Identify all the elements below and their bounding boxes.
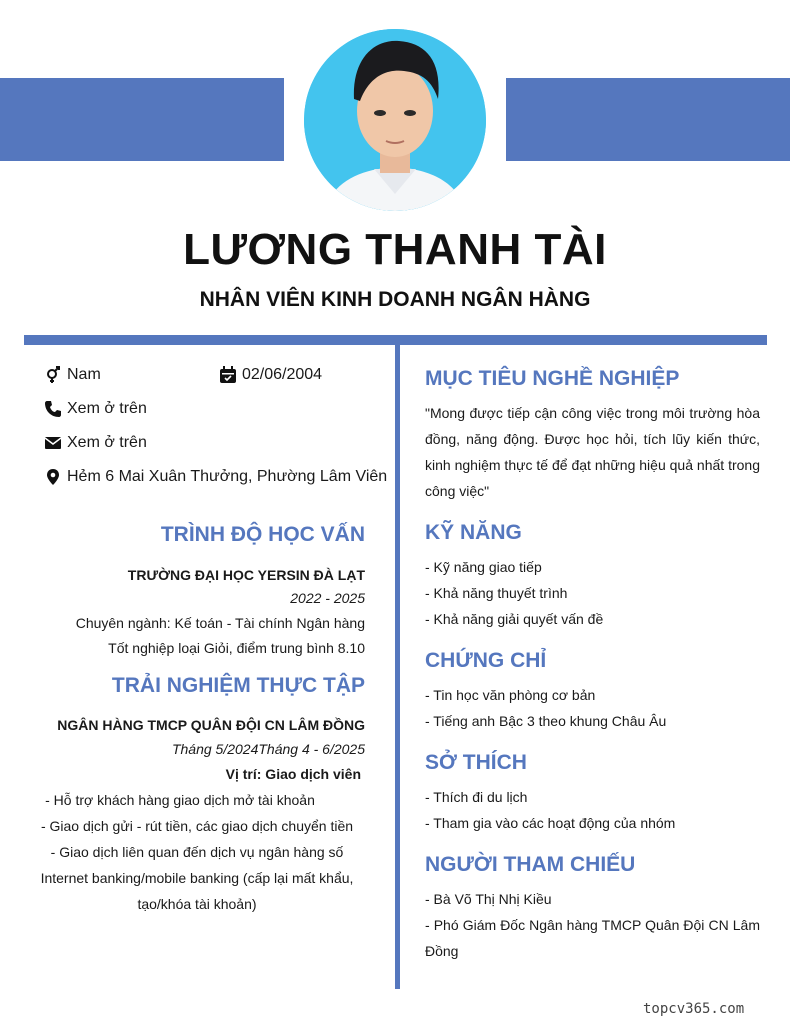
references-title: NGƯỜI THAM CHIẾU [425,853,636,876]
footer-watermark: topcv365.com [643,1001,745,1017]
education-period: 2022 - 2025 [290,590,365,606]
skill-item: - Kỹ năng giao tiếp [425,559,542,575]
skills-title: KỸ NĂNG [425,521,522,544]
divider-vertical [395,345,400,989]
internship-title: TRẢI NGHIỆM THỰC TẬP [111,674,365,697]
location-pin-icon [44,468,62,486]
internship-duty: Internet banking/mobile banking (cấp lại mất khẩu, [40,870,354,886]
birthdate-value: 02/06/2004 [242,366,323,383]
reference-role: - Phó Giám Đốc Ngân hàng TMCP Quân Đội CN Lâm Đồng [425,917,760,959]
objective-text: "Mong được tiếp cận công việc trong môi trường hòa đồng, năng động. Được học hỏi, tích lũy kiến thức, kinh nghiệm thực tế để đạt những hiệu quả nhất trong công việc" [425,405,760,499]
job-title: NHÂN VIÊN KINH DOANH NGÂN HÀNG [199,288,591,311]
header-band-left [0,78,284,161]
education-title: TRÌNH ĐỘ HỌC VẤN [160,523,365,546]
internship-duty: - Hỗ trợ khách hàng giao dịch mở tài khoản [45,792,315,808]
gender-icon [44,366,62,384]
internship-duty: - Giao dịch liên quan đến dịch vụ ngân hàng số [50,844,344,860]
certificate-item: - Tiếng anh Bậc 3 theo khung Châu Âu [425,713,667,729]
hobby-item: - Tham gia vào các hoạt động của nhóm [425,815,676,831]
objective-title: MỤC TIÊU NGHỀ NGHIỆP [425,367,680,390]
contact-address [44,468,387,486]
phone-icon [44,400,62,418]
education-school: TRƯỜNG ĐẠI HỌC YERSIN ĐÀ LẠT [127,567,365,583]
calendar-icon [219,366,237,384]
profile-photo [304,29,486,211]
envelope-icon [44,434,62,452]
candidate-name: LƯƠNG THANH TÀI [183,225,607,274]
internship-duty: tạo/khóa tài khoản) [137,896,257,912]
reference-name: - Bà Võ Thị Nhị Kiều [425,891,552,907]
hobby-item: - Thích đi du lịch [425,789,528,805]
skill-item: - Khả năng giải quyết vấn đề [425,611,604,627]
internship-period: Tháng 5/2024Tháng 4 - 6/2025 [171,741,365,757]
contact-birthdate [219,366,322,384]
internship-company: NGÂN HÀNG TMCP QUÂN ĐỘI CN LÂM ĐỒNG [57,717,365,733]
contact-gender [44,366,101,384]
phone-value: Xem ở trên [67,400,147,417]
contact-email [44,434,147,452]
gender-value: Nam [67,366,101,383]
certificates-title: CHỨNG CHỈ [425,649,547,672]
education-major: Chuyên ngành: Kế toán - Tài chính Ngân hàng [75,615,365,631]
skill-item: - Khả năng thuyết trình [425,585,568,601]
hobbies-title: SỞ THÍCH [425,751,527,774]
internship-duty: - Giao dịch gửi - rút tiền, các giao dịch chuyển tiền [40,818,354,834]
address-value: Hẻm 6 Mai Xuân Thưởng, Phường Lâm Viên [67,468,388,485]
contact-phone [44,400,147,418]
education-result: Tốt nghiệp loại Giỏi, điểm trung bình 8.10 [108,640,365,656]
email-value: Xem ở trên [67,434,147,451]
divider-horizontal [24,335,767,345]
internship-position: Vị trí: Giao dịch viên [225,766,361,782]
header-band-right [506,78,790,161]
certificate-item: - Tin học văn phòng cơ bản [425,687,596,703]
